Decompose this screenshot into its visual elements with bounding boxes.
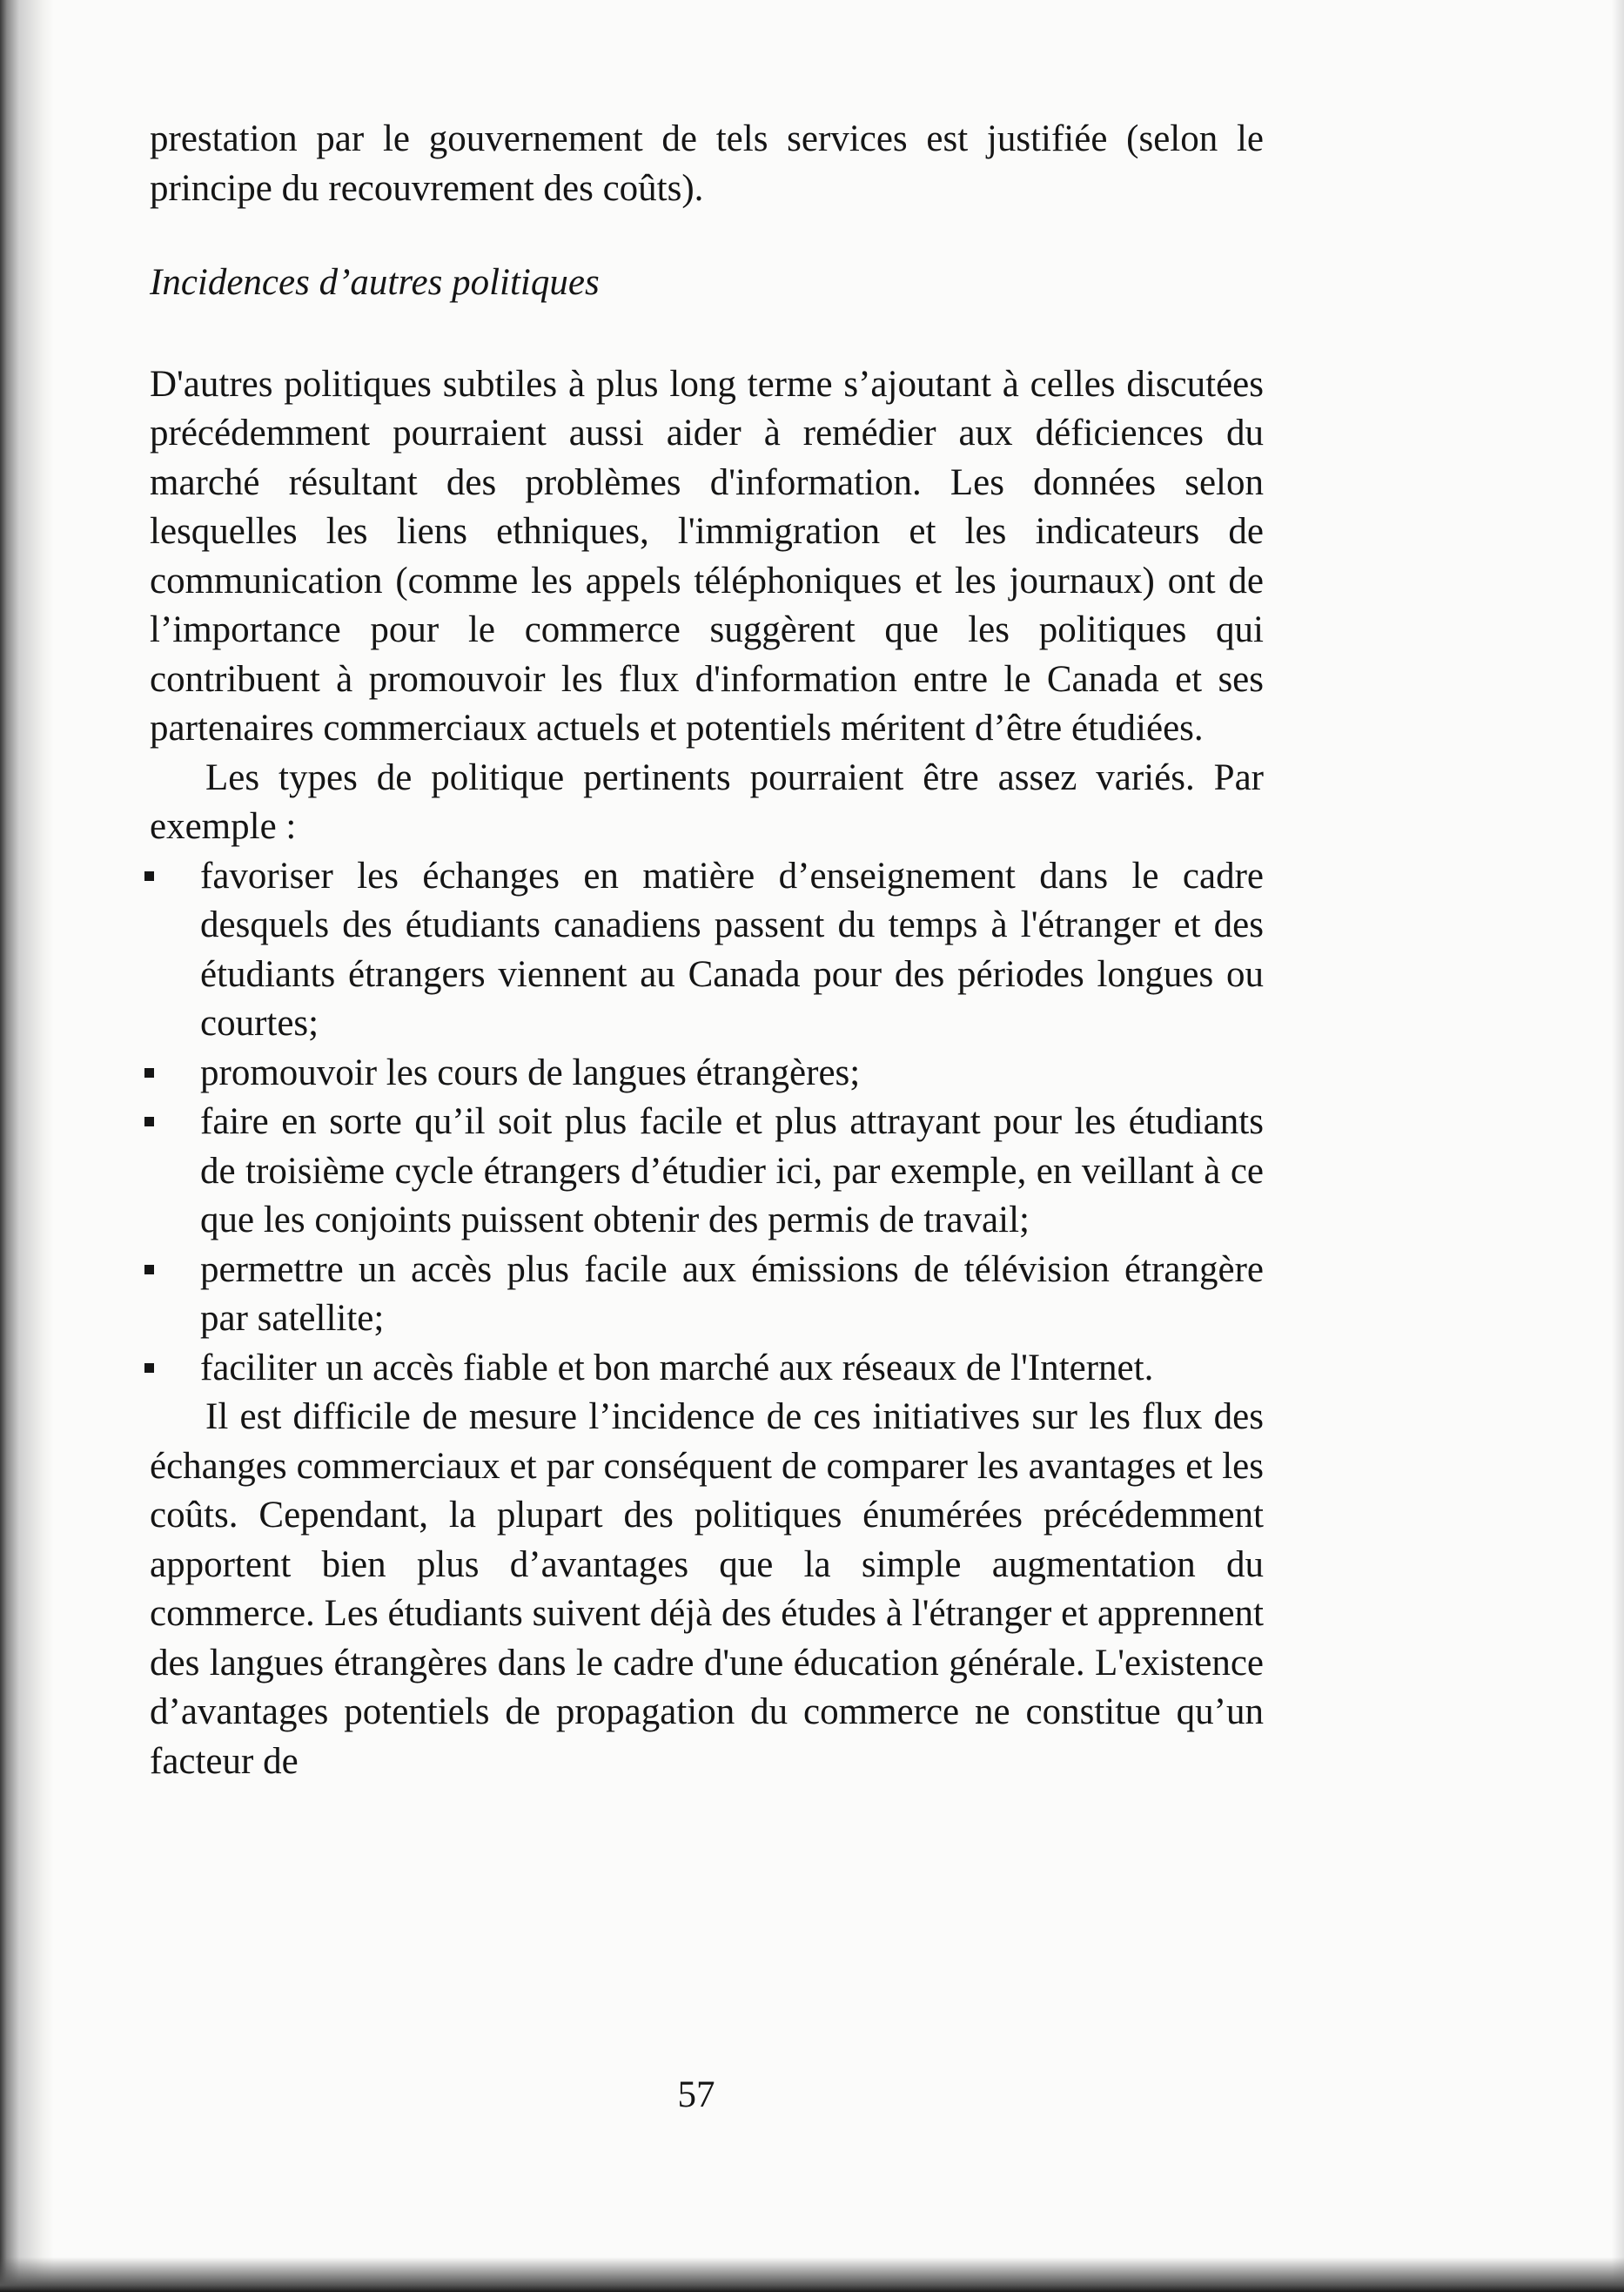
bullet-icon bbox=[144, 1117, 154, 1126]
list-item-text: permettre un accès plus facile aux émissions de télévision étrangère par satellite; bbox=[200, 1248, 1264, 1339]
page-body bbox=[150, 115, 1264, 1786]
list-item bbox=[150, 1049, 1264, 1099]
list-item bbox=[150, 1098, 1264, 1246]
list-item bbox=[150, 1344, 1264, 1394]
bottom-shadow bbox=[0, 2257, 1624, 2292]
bullet-icon bbox=[144, 1363, 154, 1373]
bullet-icon bbox=[144, 871, 154, 881]
binding-shadow bbox=[0, 0, 54, 2292]
paragraph-1: D'autres politiques subtiles à plus long terme s’ajoutant à celles discutées précédemment pourraient aussi aider à remédier aux déficiences du marché résultant des problèmes d'information. Les données selon lesquelles les liens ethniques, l'immigration et les indicateurs de communication (comme les appels téléphoniques et les journaux) ont de l’importance pour le commerce suggèrent que les politiques qui contribuent à promouvoir les flux d'information entre le Canada et ses partenaires commerciaux actuels et potentiels méritent d’être étudiées. bbox=[150, 363, 1264, 749]
paragraph-3: Il est difficile de mesure l’incidence de ces initiatives sur les flux des échanges commerciaux et par conséquent de comparer les avantages et les coûts. Cependant, la plupart des politiques énumérées précédemment apportent bien plus d’avantages que la simple augmentation du commerce. Les étudiants suivent déjà des études à l'étranger et apprennent des langues étrangères dans le cadre d'une éducation générale. L'existence d’avantages potentiels de propagation du commerce ne constitue qu’un facteur de bbox=[150, 1396, 1264, 1782]
page-edge bbox=[1612, 0, 1624, 2292]
list-item-text: favoriser les échanges en matière d’enseignement dans le cadre desquels des étudiants canadiens passent du temps à l'étranger et des étudiants étrangers viennent au Canada pour des périodes longues ou courtes; bbox=[200, 855, 1264, 1044]
list-item-text: promouvoir les cours de langues étrangères; bbox=[200, 1052, 861, 1093]
paragraph-2: Les types de politique pertinents pourraient être assez variés. Par exemple : bbox=[150, 756, 1264, 847]
section-heading: Incidences d’autres politiques bbox=[150, 262, 600, 303]
list-item-text: faire en sorte qu’il soit plus facile et plus attrayant pour les étudiants de troisième cycle étrangers d’étudier ici, par exemple, en veillant à ce que les conjoints puissent obtenir des permis de travail; bbox=[200, 1101, 1264, 1240]
bullet-icon bbox=[144, 1068, 154, 1078]
list-item bbox=[150, 1246, 1264, 1344]
list-item-text: faciliter un accès fiable et bon marché aux réseaux de l'Internet. bbox=[200, 1347, 1154, 1388]
list-item bbox=[150, 852, 1264, 1049]
page-number: 57 bbox=[677, 2074, 715, 2115]
bullet-icon bbox=[144, 1265, 154, 1274]
policy-list bbox=[150, 852, 1264, 1394]
continuation-paragraph: prestation par le gouvernement de tels services est justifiée (selon le principe du recouvrement des coûts). bbox=[150, 118, 1264, 209]
